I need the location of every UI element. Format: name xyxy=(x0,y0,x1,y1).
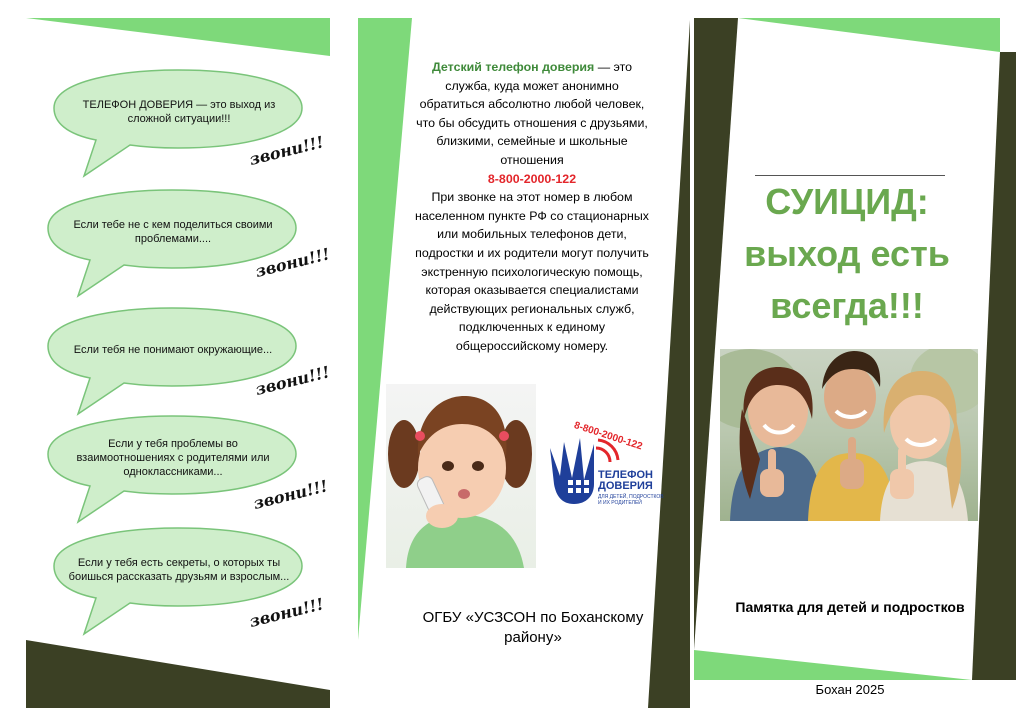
logo-sub-2: И ИХ РОДИТЕЛЕЙ xyxy=(598,500,642,506)
right-bottom-green-strip xyxy=(694,650,972,680)
left-top-green-triangle xyxy=(26,18,330,56)
girl-on-phone-photo xyxy=(386,384,536,568)
title-line-2: выход есть xyxy=(744,233,950,274)
right-top-green-strip xyxy=(738,18,1000,52)
memo-subtitle: Памятка для детей и подростков xyxy=(735,599,965,615)
bubble-text-1: ТЕЛЕФОН ДОВЕРИЯ — это выход из сложной ситуации!!! xyxy=(82,99,276,125)
hotline-body: При звонке на этот номер в любом населенном пункте РФ со стационарных или мобильных телефонов дети, подростки и их родители могут получить экстренную психологическую помощь, которая оказывается специалистами действующих региональных служб, подключенных к единому общероссийскому номеру. xyxy=(415,190,649,353)
left-bottom-dark-shape xyxy=(26,640,330,708)
call-label-5: звони!!! xyxy=(247,594,326,631)
hotline-phone: 8-800-2000-122 xyxy=(487,171,577,186)
teens-thumbs-up-photo xyxy=(720,349,978,521)
bubble-text-4: Если у тебя проблемы во взаимоотношениях с родителями или одноклассниками... xyxy=(76,438,270,478)
call-label-4: звони!!! xyxy=(251,476,330,513)
footer-place-year: Бохан 2025 xyxy=(815,682,885,697)
logo-title-2: ДОВЕРИЯ xyxy=(598,480,653,492)
logo-title-1: ТЕЛЕФОН xyxy=(598,469,653,481)
speech-bubble-3 xyxy=(38,306,308,416)
call-label-3: звони!!! xyxy=(253,362,332,399)
call-label-1: звони!!! xyxy=(247,132,326,169)
hotline-description xyxy=(412,58,652,356)
right-right-dark-strip xyxy=(972,52,1016,680)
organization-name: ОГБУ «УСЗСОН по Боханскому району» xyxy=(422,609,644,646)
middle-right-dark-strip xyxy=(648,20,690,708)
bubble-text-5: Если у тебя есть секреты, о которых ты боишься рассказать друзьям и взрослым... xyxy=(68,557,290,583)
right-left-dark-strip xyxy=(694,18,738,650)
main-title xyxy=(720,176,974,332)
title-line-3: всегда!!! xyxy=(770,285,924,326)
speech-bubble-2 xyxy=(38,188,308,298)
call-label-2: звони!!! xyxy=(253,244,332,281)
bubble-text-3: Если тебя не понимают окружающие... xyxy=(73,344,273,356)
logo-number: 8-800-2000-122 xyxy=(572,420,644,453)
title-line-1: СУИЦИД: xyxy=(765,181,929,222)
bubble-text-2: Если тебе не с кем поделиться своими проблемами.... xyxy=(73,219,273,245)
hotline-intro: — это служба, куда может анонимно обратиться абсолютно любой человек, что бы обсудить отношения с друзьями, близкими, семейные и школьные отношения xyxy=(416,60,648,167)
logo-sub-1: ДЛЯ ДЕТЕЙ, ПОДРОСТКОВ xyxy=(598,494,664,500)
hotline-logo xyxy=(546,418,670,518)
hotline-name: Детский телефон доверия xyxy=(431,60,595,74)
